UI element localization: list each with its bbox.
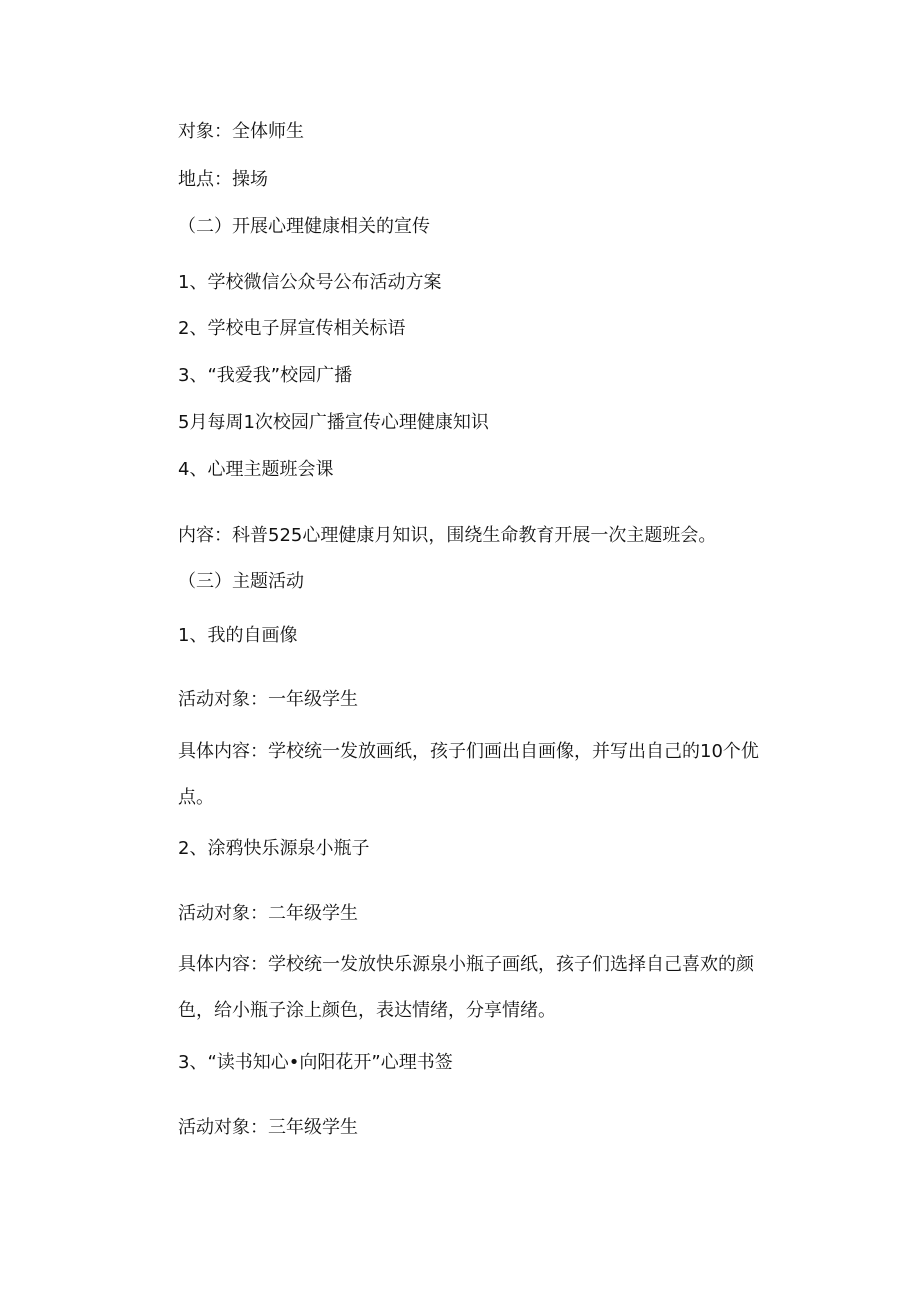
activity-2-target: 活动对象：二年级学生 — [178, 903, 358, 924]
activity-1-content-text: 具体内容：学校统一发放画纸，孩子们画出自画像，并写出自己的10个优点。 — [178, 741, 759, 808]
activity-2-title: 2、涂鸦快乐源泉小瓶子 — [178, 838, 370, 859]
list-item-2-2: 2、学校电子屏宣传相关标语 — [178, 318, 406, 339]
list-item-2-4-content: 内容：科普525心理健康月知识，围绕生命教育开展一次主题班会。 — [178, 525, 717, 546]
list-item-2-4: 4、心理主题班会课 — [178, 459, 334, 480]
location-line: 地点：操场 — [178, 169, 268, 190]
section-3-heading: （三）主题活动 — [178, 571, 304, 592]
activity-2-content-text: 具体内容：学校统一发放快乐源泉小瓶子画纸，孩子们选择自己喜欢的颜色，给小瓶子涂上颜色，表达情绪，分享情绪。 — [178, 954, 754, 1021]
list-item-2-3: 3、“我爱我”校园广播 — [178, 365, 353, 386]
target-line: 对象：全体师生 — [178, 121, 304, 142]
activity-1-target: 活动对象：一年级学生 — [178, 689, 358, 710]
activity-3-target: 活动对象：三年级学生 — [178, 1117, 358, 1138]
list-item-2-1: 1、学校微信公众号公布活动方案 — [178, 272, 442, 293]
activity-1-content — [138, 729, 778, 821]
activity-2-content — [138, 942, 778, 1034]
list-item-2-3-detail: 5月每周1次校园广播宣传心理健康知识 — [178, 412, 489, 433]
activity-3-title: 3、“读书知心•向阳花开”心理书签 — [178, 1052, 453, 1073]
section-2-heading: （二）开展心理健康相关的宣传 — [178, 216, 430, 237]
activity-1-title: 1、我的自画像 — [178, 625, 298, 646]
